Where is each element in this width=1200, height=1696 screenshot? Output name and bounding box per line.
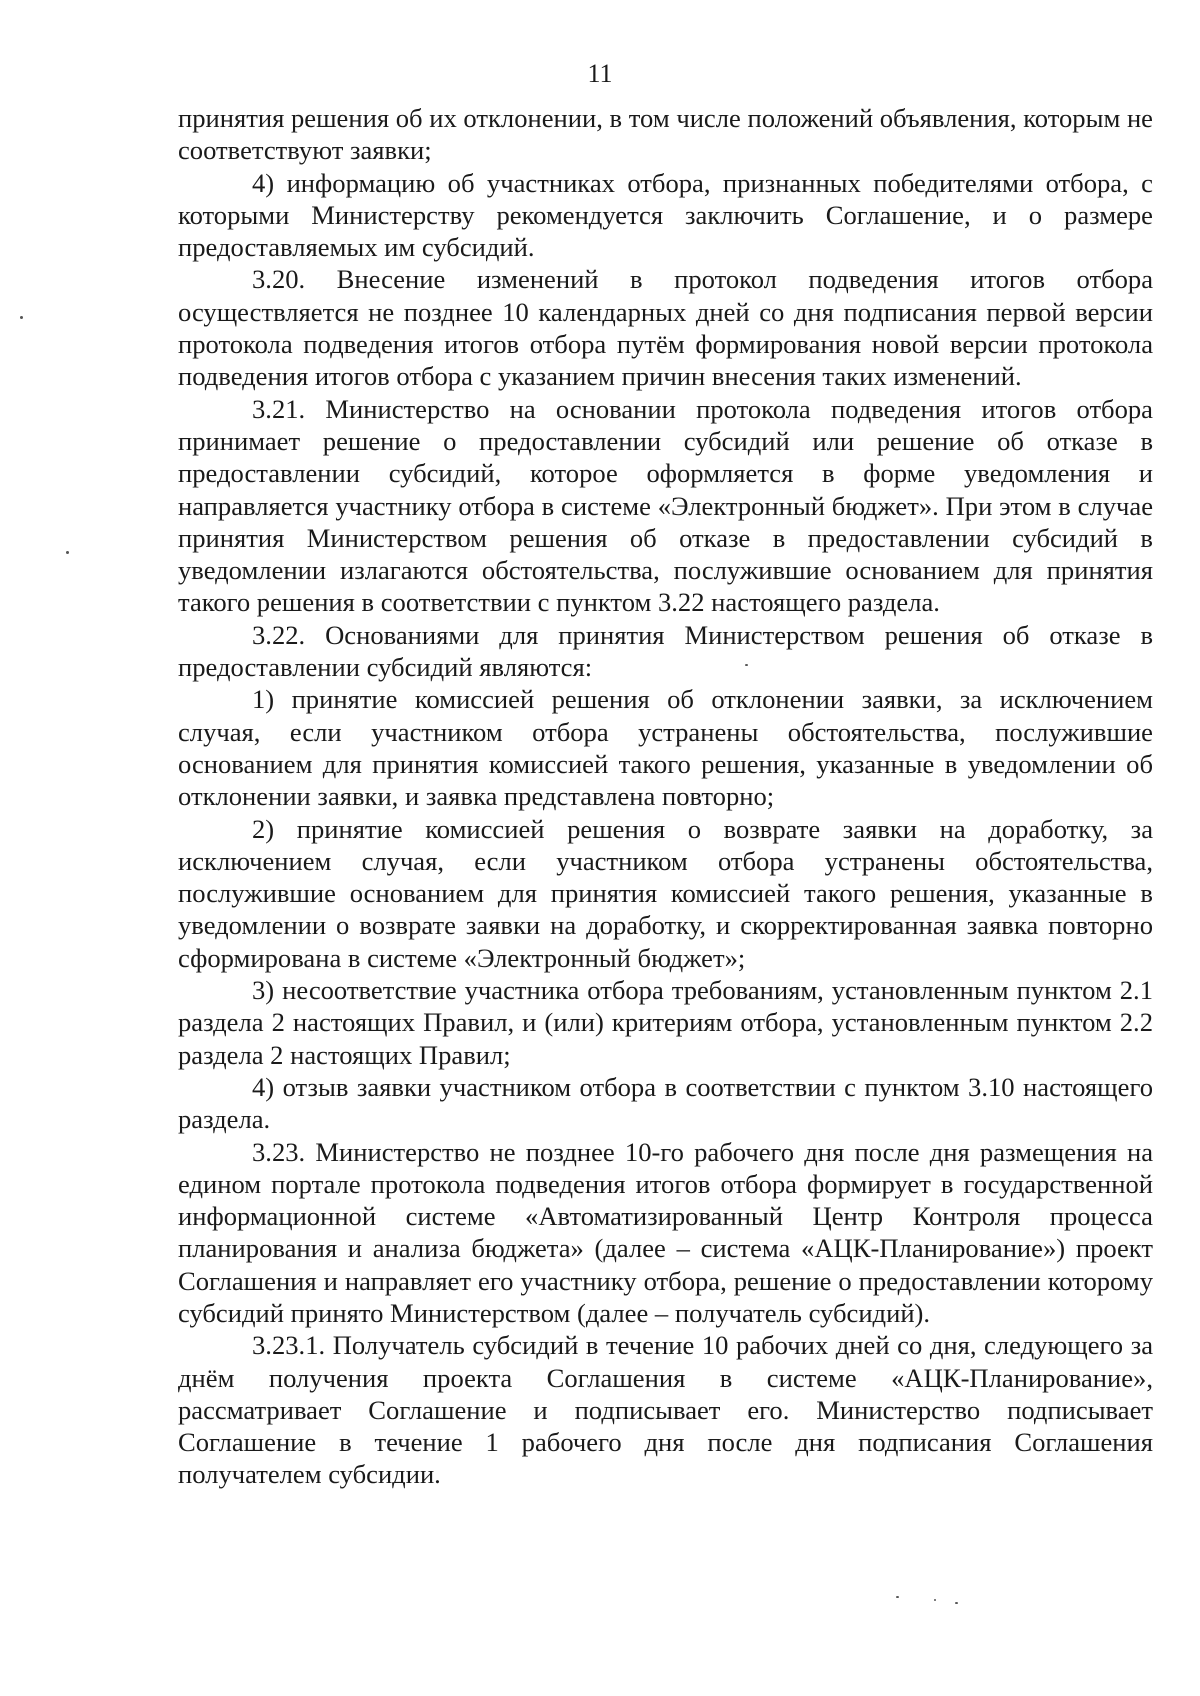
scan-speck (20, 316, 23, 319)
paragraph-3-22-item-1: 1) принятие комиссией решения об отклонении заявки, за исключением случая, если участником отбора устранены обстоятельства, послужившие основанием для принятия комиссией такого решения, указанные в уведомлении об отклонении заявки, и заявка представлена повторно; (178, 684, 1153, 812)
scan-speck (955, 1602, 958, 1604)
paragraph-3-20: 3.20. Внесение изменений в протокол подведения итогов отбора осуществляется не позднее 10 календарных дней со дня подписания первой версии протокола подведения итогов отбора путём формирования новой версии протокола подведения итогов отбора с указанием причин внесения таких изменений. (178, 264, 1153, 392)
document-body (178, 102, 1153, 1491)
scan-speck (896, 1596, 899, 1598)
paragraph-continuation: принятия решения об их отклонении, в том числе положений объявления, которым не соответствуют заявки; (178, 103, 1153, 166)
paragraph-3-23-1: 3.23.1. Получатель субсидий в течение 10 рабочих дней со дня, следующего за днём получения проекта Соглашения в системе «АЦК-Планирование», рассматривает Соглашение и подписывает его. Министерство подписывает Соглашение в течение 1 рабочего дня после дня подписания Соглашения получателем субсидии. (178, 1330, 1153, 1490)
page-number: 11 (587, 59, 613, 88)
paragraph-3-23: 3.23. Министерство не позднее 10-го рабочего дня после дня размещения на едином портале протокола подведения итогов отбора формирует в государственной информационной системе «Автоматизированный Центр Контроля процесса планирования и анализа бюджета» (далее – система «АЦК-Планирование») проект Соглашения и направляет его участнику отбора, решение о предоставлении которому субсидий принято Министерством (далее – получатель субсидий). (178, 1136, 1153, 1328)
paragraph-3-21: 3.21. Министерство на основании протокола подведения итогов отбора принимает решение о предоставлении субсидий или решение об отказе в предоставлении субсидий, которое оформляется в форме уведомления и направляется участнику отбора в системе «Электронный бюджет». При этом в случае принятия Министерством решения об отказе в предоставлении субсидий в уведомлении излагаются обстоятельства, послужившие основанием для принятия такого решения в соответствии с пунктом 3.22 настоящего раздела. (178, 393, 1153, 618)
paragraph-3-22: 3.22. Основаниями для принятия Министерством решения об отказе в предоставлении субсидий являются: (178, 619, 1153, 683)
paragraph-item-4-winners: 4) информацию об участниках отбора, признанных победителями отбора, с которыми Министерству рекомендуется заключить Соглашение, и о размере предоставляемых им субсидий. (178, 167, 1153, 263)
paragraph-3-22-item-2: 2) принятие комиссией решения о возврате заявки на доработку, за исключением случая, если участником отбора устранены обстоятельства, послужившие основанием для принятия комиссией такого решения, указанные в уведомлении о возврате заявки на доработку, и скорректированная заявка повторно сформирована в системе «Электронный бюджет»; (178, 813, 1153, 973)
paragraph-3-22-item-3: 3) несоответствие участника отбора требованиям, установленным пунктом 2.1 раздела 2 настоящих Правил, и (или) критериям отбора, установленным пунктом 2.2 раздела 2 настоящих Правил; (178, 975, 1153, 1070)
paragraph-3-22-item-4: 4) отзыв заявки участником отбора в соответствии с пунктом 3.10 настоящего раздела. (178, 1071, 1153, 1135)
scan-speck (934, 1599, 936, 1601)
scan-speck (745, 664, 748, 666)
scan-speck (66, 551, 69, 554)
